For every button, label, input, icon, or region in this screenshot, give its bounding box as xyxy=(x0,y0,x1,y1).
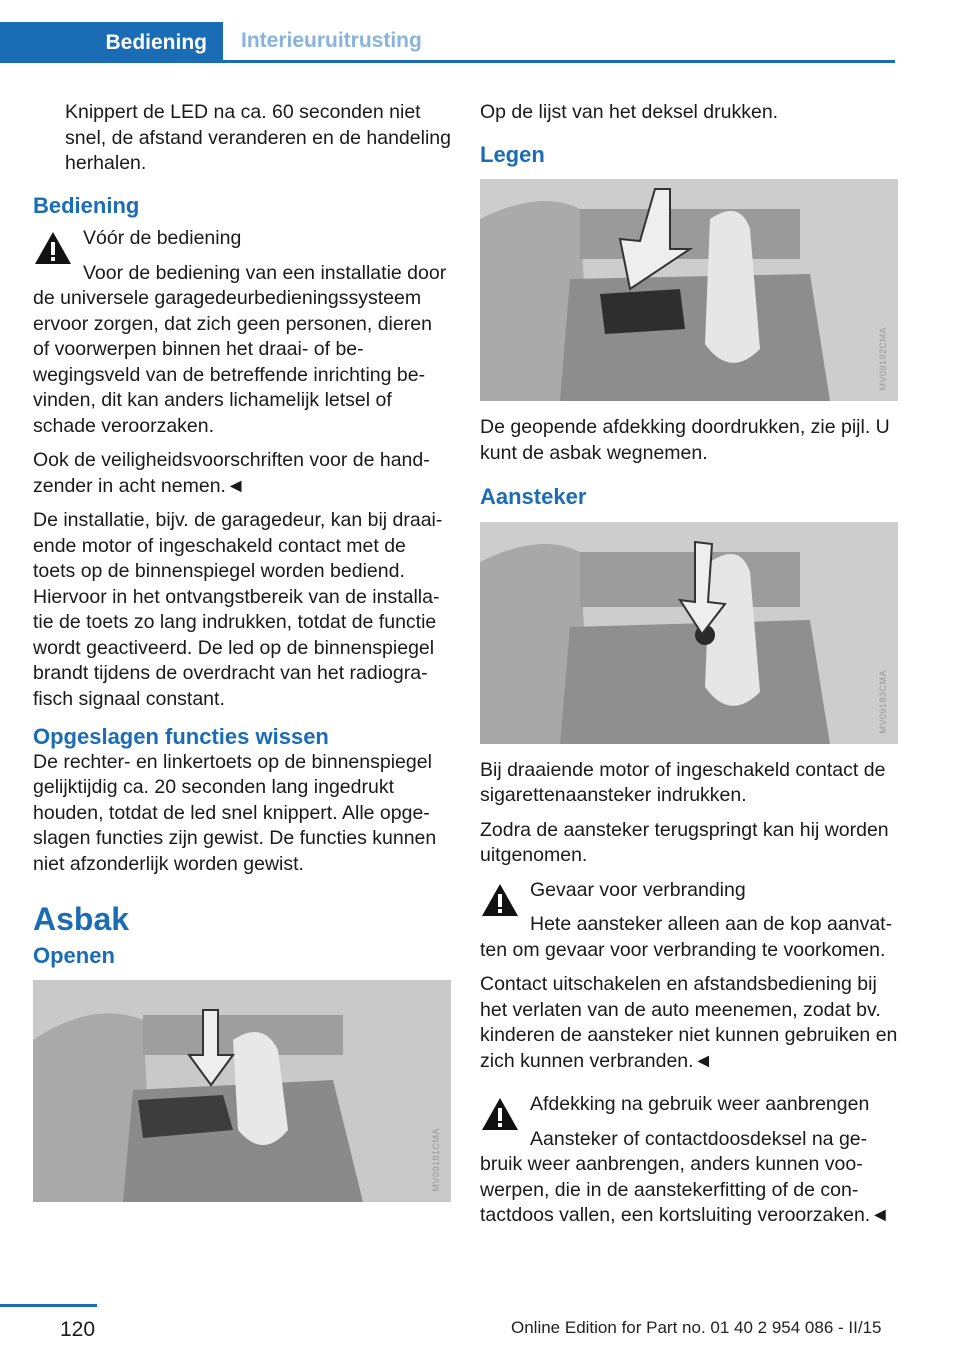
figure-code: MV09183CMA xyxy=(877,669,888,734)
tab-interieuruitrusting: Interieuruitrusting xyxy=(241,29,422,52)
header-rule xyxy=(0,60,895,63)
heading-bediening: Bediening xyxy=(33,192,140,218)
warning-title: Gevaar voor verbranding xyxy=(530,878,746,901)
ashtray-illustration xyxy=(33,980,451,1202)
paragraph-wissen: De rechter- en linkertoets op de binnenspiegel gelijktijdig ca. 20 seconden lang ingedrukt houden, totdat de led snel knippert. Alle opgeslagen functies zijn gewist. De functies kunnen niet afzonderlijk worden gewist. xyxy=(33,750,437,875)
warning-text-body: Aansteker of contactdoosdeksel na gebruik weer aanbrengen, anders kunnen voowerpen, die in de aanstekerfitting of de contactdoos vallen, een kortsluiting veroorzaken.◄ xyxy=(480,1127,890,1226)
tab-bediening: Bediening xyxy=(0,22,223,63)
figure-lighter xyxy=(480,522,898,744)
paragraph-operation: De installatie, bijv. de garagedeur, kan bij draaiende motor of ingeschakeld contact met de toets op de binnenspiegel worden bediend. Hiervoor in het ontvangstbereik van de installatie de toets zo lang indrukken, totdat de functie wordt geactiveerd. De led op de binnenspiegel brandt tijdens de overdracht van het radiografisch signaal constant. xyxy=(33,509,443,710)
figure-ashtray-empty xyxy=(480,179,898,401)
figure-code: MV09181CMA xyxy=(430,1128,441,1192)
figure-ashtray-open xyxy=(33,980,451,1202)
warning-text-body: Voor de bediening van een installatie door de universele garagedeurbedieningssysteem ervoor zorgen, dat zich geen personen, dieren of voorwerpen binnen het draai- of bewegingsveld van de betreffende inrichting bevinden, dit kan anders lichamelijk letsel of schade veroorzaken. xyxy=(33,261,447,437)
heading-asbak: Asbak xyxy=(33,901,130,937)
lighter-illustration xyxy=(480,522,898,744)
heading-legen: Legen xyxy=(480,141,545,167)
warning-text xyxy=(33,261,451,440)
right-column xyxy=(480,100,898,1238)
warning-text xyxy=(480,912,898,963)
warning-text xyxy=(480,1127,898,1229)
warning-text-body: Hete aansteker alleen aan de kop aanvatten om gevaar voor verbranding te voorkomen. xyxy=(480,913,893,961)
warning-icon xyxy=(480,882,520,918)
heading-aansteker: Aansteker xyxy=(480,484,587,509)
warning-burn xyxy=(480,878,898,964)
left-column xyxy=(33,100,451,1216)
warning-title: Vóór de bediening xyxy=(83,227,242,249)
footer-rule xyxy=(0,1304,97,1307)
ashtray-empty-illustration xyxy=(480,179,898,401)
figure-code: MV09182CMA xyxy=(877,327,888,391)
paragraph-aansteker-1: Bij draaiende motor of ingeschakeld contact de sigarettenaansteker indrukken. xyxy=(480,758,886,806)
paragraph-aansteker-3: Contact uitschakelen en afstandsbediening bij het verlaten van de auto meenemen, zodat bv. kinderen de aansteker niet kunnen gebruiken en zich kunnen verbranden.◄ xyxy=(480,973,898,1072)
header-bar xyxy=(0,22,895,64)
paragraph-legen: De geopende afdekking doordrukken, zie pijl. U kunt de asbak wegnemen. xyxy=(480,416,890,464)
warning-title: Afdekking na gebruik weer aanbrengen xyxy=(530,1093,870,1115)
heading-wissen: Opgeslagen functies wissen xyxy=(33,724,329,749)
heading-openen: Openen xyxy=(33,942,115,968)
warning-cover xyxy=(480,1092,898,1229)
warning-icon xyxy=(33,230,73,266)
page-number: 120 xyxy=(60,1318,96,1341)
intro-paragraph: Knippert de LED na ca. 60 seconden niet snel, de afstand veranderen en de handeling herhalen. xyxy=(65,101,451,174)
paragraph-openen: Op de lijst van het deksel drukken. xyxy=(480,101,779,123)
paragraph-aansteker-2: Zodra de aansteker terugspringt kan hij worden uitgenomen. xyxy=(480,818,889,866)
warning-icon xyxy=(480,1096,520,1132)
warning-before-operation xyxy=(33,226,451,499)
warning-text-2: Ook de veiligheidsvoorschriften voor de handzender in acht nemen.◄ xyxy=(33,449,430,497)
edition-info: Online Edition for Part no. 01 40 2 954 086 - II/15 xyxy=(511,1318,882,1337)
